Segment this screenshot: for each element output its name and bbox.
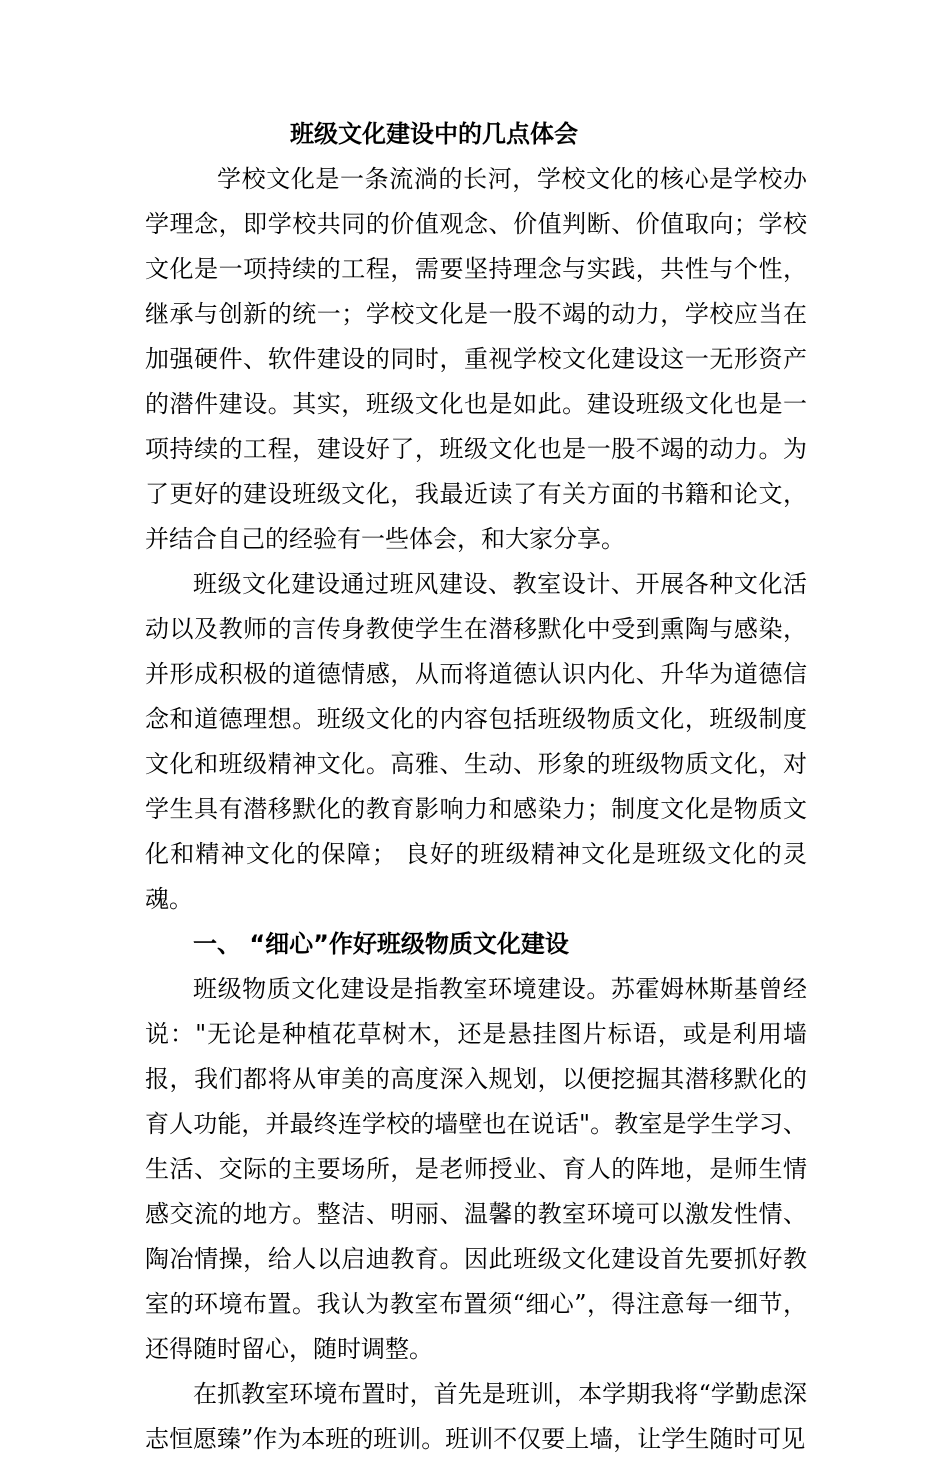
paragraph-class-motto: 在抓教室环境布置时，首先是班训，本学期我将“学勤虑深志恒愿臻”作为本班的班训。班训不仅要上墙，让学生随时可见 xyxy=(145,1380,807,1453)
section-heading: 一、 “细心”作好班级物质文化建设 xyxy=(193,930,569,958)
paragraph-overview: 班级文化建设通过班风建设、教室设计、开展各种文化活动以及教师的言传身教使学生在潜移默化中受到熏陶与感染，并形成积极的道德情感，从而将道德认识内化、升华为道德信念和道德理想。班级文化的内容包括班级物质文化，班级制度文化和班级精神文化。高雅、生动、形象的班级物质文化，对学生具有潜移默化的教育影响力和感染力；制度文化是物质文化和精神文化的保障； 良好的班级精神文化是班级文化的灵魂。 xyxy=(145,570,807,913)
document-title: 班级文化建设中的几点体会 xyxy=(290,120,578,148)
paragraph-material-culture: 班级物质文化建设是指教室环境建设。苏霍姆林斯基曾经说："无论是种植花草树木，还是悬挂图片标语，或是利用墙报，我们都将从审美的高度深入规划，以便挖掘其潜移默化的育人功能，并最终连学校的墙壁也在说话"。教室是学生学习、生活、交际的主要场所，是老师授业、育人的阵地，是师生情感交流的地方。整洁、明丽、温馨的教室环境可以激发性情、陶冶情操，给人以启迪教育。因此班级文化建设首先要抓好教室的环境布置。我认为教室布置须“细心”，得注意每一细节，还得随时留心，随时调整。 xyxy=(145,975,807,1363)
paragraph-intro: 学校文化是一条流淌的长河，学校文化的核心是学校办学理念，即学校共同的价值观念、价值判断、价值取向；学校文化是一项持续的工程，需要坚持理念与实践，共性与个性，继承与创新的统一；学校文化是一股不竭的动力，学校应当在加强硬件、软件建设的同时，重视学校文化建设这一无形资产的潜件建设。其实，班级文化也是如此。建设班级文化也是一项持续的工程，建设好了，班级文化也是一股不竭的动力。为了更好的建设班级文化，我最近读了有关方面的书籍和论文，并结合自己的经验有一些体会，和大家分享。 xyxy=(145,165,807,553)
document-body xyxy=(145,112,807,1462)
